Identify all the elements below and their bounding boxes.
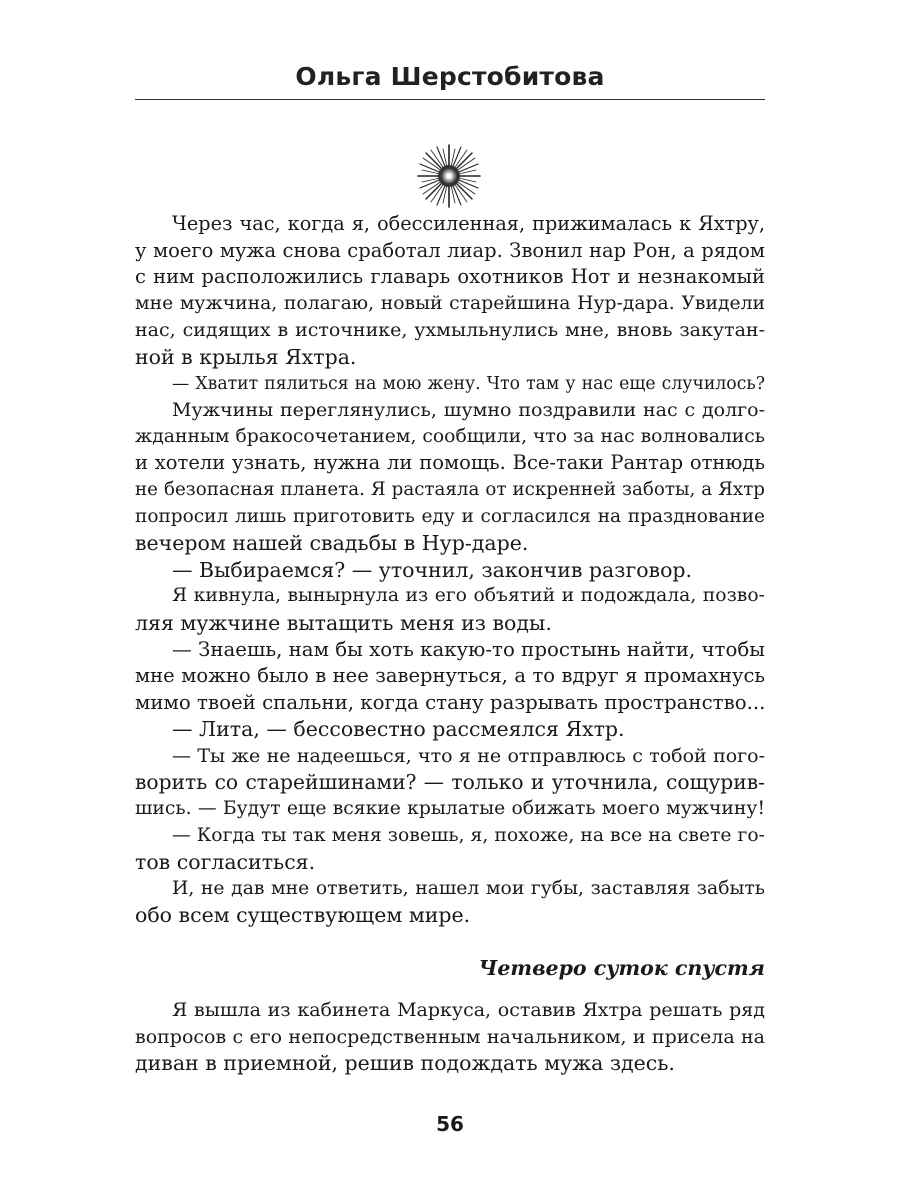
body-text bbox=[135, 211, 765, 929]
section-heading: Четверо суток спустя bbox=[478, 956, 765, 980]
text-line: ляя мужчине вытащить меня из воды. bbox=[135, 610, 552, 635]
text-line: диван в приемной, решив подождать мужа здесь. bbox=[135, 1051, 675, 1076]
text-line: и хотели узнать, нужна ли помощь. Все-таки Рантар отнюдь bbox=[135, 451, 765, 475]
text-line: шись. — Будут еще всякие крылатые обижать моего мужчину! bbox=[135, 798, 765, 820]
text-line: — Лита, — бессовестно рассмеялся Яхтр. bbox=[172, 717, 625, 742]
text-line: у моего мужа снова сработал лиар. Звонил нар Рон, а рядом bbox=[135, 238, 765, 262]
text-line: с ним расположились главарь охотников Нот и незнакомый bbox=[135, 265, 765, 289]
text-line: — Хватит пялиться на мою жену. Что там у нас еще случилось? bbox=[172, 373, 765, 394]
text-line: Я кивнула, вынырнула из его объятий и подождала, позво- bbox=[172, 585, 765, 607]
page-number: 56 bbox=[436, 1112, 464, 1136]
running-head-author: Ольга Шерстобитова bbox=[295, 62, 605, 91]
text-line: нас, сидящих в источнике, ухмыльнулись мне, вновь закутан- bbox=[135, 319, 765, 342]
text-line: Я вышла из кабинета Маркуса, оставив Яхтра решать ряд bbox=[172, 999, 765, 1021]
text-line: ворить со старейшинами? — только и уточнила, сощурив- bbox=[135, 770, 765, 795]
text-line: — Выбираемся? — уточнил, закончив разговор. bbox=[172, 557, 693, 582]
text-line: — Знаешь, нам бы хоть какую-то простынь найти, чтобы bbox=[172, 637, 765, 661]
text-line: вопросов с его непосредственным начальником, и присела на bbox=[135, 1025, 765, 1048]
section-text bbox=[135, 997, 765, 1077]
text-line: — Ты же не надеешься, что я не отправлюсь с тобой пого- bbox=[172, 744, 765, 767]
text-line: попросил лишь приготовить еду и согласился на празднование bbox=[135, 505, 765, 527]
text-line: Мужчины переглянулись, шумно поздравили нас с долго- bbox=[172, 399, 765, 422]
text-line: обо всем существующем мире. bbox=[135, 903, 471, 928]
text-line: жданным бракосочетанием, сообщили, что за нас волновались bbox=[135, 425, 765, 447]
text-line: мимо твоей спальни, когда стану разрывать пространство... bbox=[135, 690, 766, 714]
star-burst-icon bbox=[416, 143, 482, 209]
text-line: не безопасная планета. Я растаяла от искренней заботы, а Яхтр bbox=[135, 478, 765, 500]
text-line: мне можно было в нее завернуться, а то вдруг я промахнусь bbox=[135, 664, 765, 688]
header-divider bbox=[135, 99, 765, 100]
text-line: Через час, когда я, обессиленная, прижималась к Яхтру, bbox=[172, 212, 765, 235]
text-line: тов согласиться. bbox=[135, 850, 316, 875]
text-line: И, не дав мне ответить, нашел мои губы, заставляя забыть bbox=[172, 877, 765, 899]
text-line: ной в крылья Яхтра. bbox=[135, 344, 357, 369]
text-line: — Когда ты так меня зовешь, я, похоже, на все на свете го- bbox=[172, 824, 765, 846]
text-line: вечером нашей свадьбы в Нур-даре. bbox=[135, 531, 529, 556]
text-line: мне мужчина, полагаю, новый старейшина Нур-дара. Увидели bbox=[135, 292, 765, 314]
